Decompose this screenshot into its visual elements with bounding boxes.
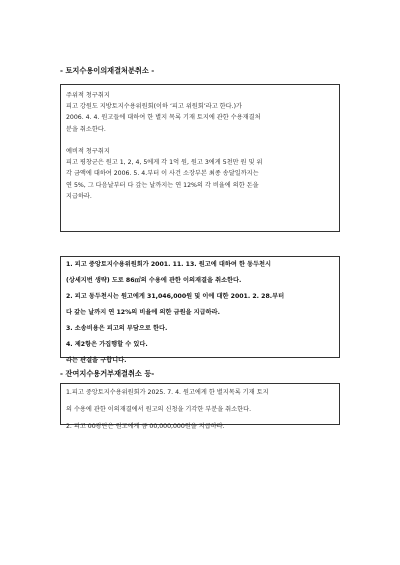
claim-line: 1. 피고 중앙토지수용위원회가 2001. 11. 13. 원고에 대하여 한 동두천시 [66,261,272,268]
claim-box-land-expropriation [60,84,340,232]
alt-claim-line: 지급하라. [66,192,92,200]
claim-box-objection-ruling [60,256,340,364]
claim-line: 라는 판결을 구합니다. [66,357,127,364]
main-claim-line: 분을 취소한다. [66,125,106,133]
claim-line: 2. 피고 동두천시는 원고에게 31,046,000원 및 이에 대한 2001. 2. 28.부터 [66,293,285,300]
claim-line: 4. 제2항은 가집행할 수 있다. [66,341,148,348]
claim-line: 다 갚는 날까지 연 12%의 비율에 의한 금원을 지급하라. [66,309,220,316]
alt-claim-line: 피고 평창군은 원고 1, 2, 4, 5에게 각 1억 원, 원고 3에게 5천만 원 및 위 [66,159,263,167]
claim-line: 3. 소송비용은 피고의 부담으로 한다. [66,325,168,332]
claim-line: 1.피고 중앙토지수용위원회가 2025. 7. 4. 원고에게 한 별지목록 기재 토지 [66,389,269,396]
claim-line: (상세지번 생략) 도로 86㎡의 수용에 관한 이의재결을 취소한다. [66,277,242,284]
alt-claim-title: 예비적 청구취지 [66,148,110,155]
section1-heading: - 토지수용이의재결처분취소 - [60,66,155,75]
claim-line: 의 수용에 관한 이의재결에서 원고의 신청을 기각한 부분을 취소한다. [66,406,252,413]
section3-heading: - 잔여지수용거부재결취소 등- [60,369,155,378]
main-claim-line: 피고 강원도 지방토지수용위원회(이하 ‘피고 위원회’라고 한다.)가 [66,103,242,111]
main-claim-title: 주위적 청구취지 [66,92,110,99]
claim-line: 2. 피고 00광단은 원고에게 금 00,000,000원을 지급하라. [66,423,225,430]
main-claim-line: 2006. 4. 4. 원고들에 대하여 한 별지 목록 기재 토지에 관한 수용재결처 [66,114,261,122]
alt-claim-line: 각 금액에 대하여 2006. 5. 4.부터 이 사건 소장부본 최종 송달일까지는 [66,170,259,178]
alt-claim-line: 연 5%, 그 다음날부터 다 갚는 날까지는 연 12%의 각 비율에 의한 돈을 [66,181,259,189]
claim-box-remaining-land [60,383,340,430]
